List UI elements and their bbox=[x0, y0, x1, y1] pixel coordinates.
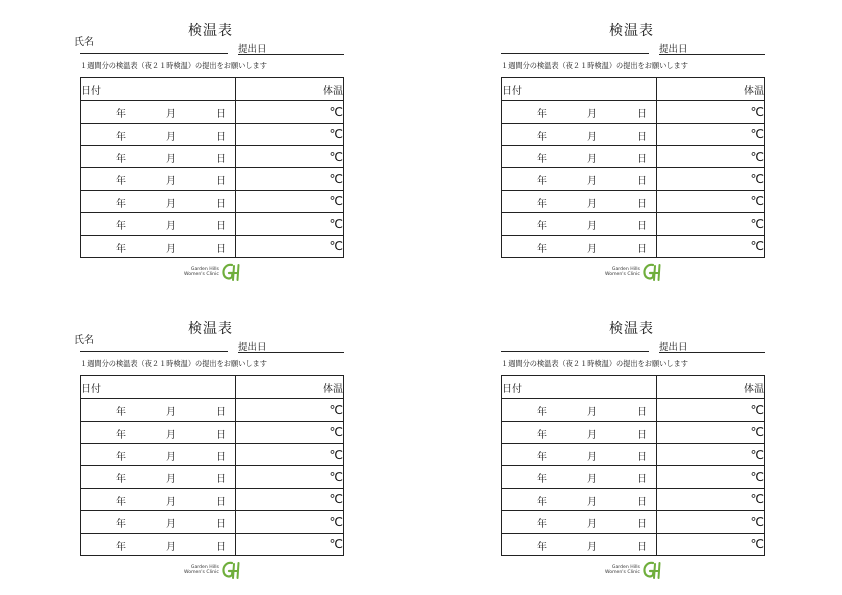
month-label: 月 bbox=[166, 176, 176, 188]
day-label: 日 bbox=[216, 221, 226, 233]
form-title: 検温表 bbox=[188, 321, 233, 337]
temperature-cell[interactable] bbox=[657, 511, 765, 533]
submit-date-field-line[interactable] bbox=[238, 54, 344, 55]
day-label: 日 bbox=[216, 154, 226, 166]
day-label: 日 bbox=[637, 496, 647, 508]
table-row bbox=[502, 488, 765, 510]
date-cell[interactable] bbox=[81, 399, 236, 421]
date-cell[interactable] bbox=[502, 488, 657, 510]
table-row bbox=[502, 190, 765, 212]
month-label: 月 bbox=[587, 221, 597, 233]
day-label: 日 bbox=[637, 407, 647, 419]
day-label: 日 bbox=[637, 131, 647, 143]
temperature-cell[interactable] bbox=[236, 168, 344, 190]
month-label: 月 bbox=[166, 452, 176, 464]
name-label: 氏名 bbox=[74, 37, 94, 48]
table-row bbox=[81, 533, 344, 555]
clinic-logo-mark-icon bbox=[642, 560, 662, 580]
clinic-name bbox=[605, 267, 640, 277]
date-cell[interactable] bbox=[502, 511, 657, 533]
clinic-name-line1: Garden Hills bbox=[611, 565, 640, 570]
day-label: 日 bbox=[637, 221, 647, 233]
date-cell[interactable] bbox=[502, 190, 657, 212]
year-label: 年 bbox=[537, 176, 547, 188]
day-label: 日 bbox=[216, 474, 226, 486]
submit-date-field-line[interactable] bbox=[659, 352, 765, 353]
day-label: 日 bbox=[216, 541, 226, 553]
month-label: 月 bbox=[166, 496, 176, 508]
day-label: 日 bbox=[216, 243, 226, 255]
year-label: 年 bbox=[537, 221, 547, 233]
day-label: 日 bbox=[216, 429, 226, 441]
date-cell[interactable] bbox=[81, 533, 236, 555]
table-row bbox=[81, 168, 344, 190]
year-label: 年 bbox=[537, 131, 547, 143]
month-label: 月 bbox=[166, 221, 176, 233]
month-label: 月 bbox=[166, 154, 176, 166]
day-label: 日 bbox=[637, 429, 647, 441]
celsius-unit: ℃ bbox=[329, 403, 343, 418]
celsius-unit: ℃ bbox=[750, 425, 764, 440]
table-row bbox=[502, 213, 765, 235]
table-row bbox=[502, 146, 765, 168]
date-cell[interactable] bbox=[81, 190, 236, 212]
date-cell[interactable] bbox=[502, 421, 657, 443]
name-label: 氏名 bbox=[74, 335, 94, 346]
table-row bbox=[502, 123, 765, 145]
year-label: 年 bbox=[116, 474, 126, 486]
day-label: 日 bbox=[637, 541, 647, 553]
clinic-logo-mark-icon bbox=[642, 262, 662, 282]
table-row bbox=[502, 399, 765, 421]
clinic-name-line2: Women's Clinic bbox=[605, 570, 640, 575]
date-column-header: 日付 bbox=[81, 78, 236, 101]
temperature-cell[interactable] bbox=[657, 466, 765, 488]
month-label: 月 bbox=[587, 198, 597, 210]
temperature-cell[interactable] bbox=[657, 235, 765, 257]
celsius-unit: ℃ bbox=[750, 537, 764, 552]
submit-date-label: 提出日 bbox=[659, 342, 688, 353]
year-label: 年 bbox=[537, 243, 547, 255]
date-cell[interactable] bbox=[502, 235, 657, 257]
clinic-logo bbox=[184, 560, 241, 580]
table-row bbox=[81, 101, 344, 123]
celsius-unit: ℃ bbox=[329, 239, 343, 254]
table-row bbox=[81, 123, 344, 145]
temperature-form bbox=[501, 315, 791, 595]
celsius-unit: ℃ bbox=[750, 514, 764, 529]
celsius-unit: ℃ bbox=[329, 492, 343, 507]
temperature-cell[interactable] bbox=[657, 213, 765, 235]
temperature-cell[interactable] bbox=[657, 101, 765, 123]
year-label: 年 bbox=[116, 407, 126, 419]
year-label: 年 bbox=[116, 496, 126, 508]
year-label: 年 bbox=[537, 519, 547, 531]
date-cell[interactable] bbox=[81, 444, 236, 466]
clinic-name bbox=[605, 565, 640, 575]
instruction-text: １週間分の検温表（夜２１時検温）の提出をお願いします bbox=[80, 359, 267, 368]
temperature-cell[interactable] bbox=[236, 190, 344, 212]
table-header-row bbox=[502, 78, 765, 101]
clinic-logo bbox=[605, 560, 662, 580]
temperature-cell[interactable] bbox=[657, 168, 765, 190]
year-label: 年 bbox=[116, 176, 126, 188]
clinic-logo bbox=[605, 262, 662, 282]
month-label: 月 bbox=[166, 243, 176, 255]
month-label: 月 bbox=[166, 519, 176, 531]
day-label: 日 bbox=[216, 452, 226, 464]
date-cell[interactable] bbox=[81, 488, 236, 510]
temperature-cell[interactable] bbox=[657, 533, 765, 555]
name-field-line[interactable] bbox=[501, 351, 649, 352]
temperature-cell[interactable] bbox=[236, 533, 344, 555]
celsius-unit: ℃ bbox=[750, 447, 764, 462]
month-label: 月 bbox=[166, 474, 176, 486]
temperature-cell[interactable] bbox=[236, 213, 344, 235]
temperature-cell[interactable] bbox=[657, 146, 765, 168]
month-label: 月 bbox=[166, 198, 176, 210]
celsius-unit: ℃ bbox=[750, 127, 764, 142]
month-label: 月 bbox=[587, 541, 597, 553]
celsius-unit: ℃ bbox=[329, 194, 343, 209]
month-label: 月 bbox=[166, 131, 176, 143]
temperature-cell[interactable] bbox=[236, 101, 344, 123]
celsius-unit: ℃ bbox=[750, 172, 764, 187]
instruction-text: １週間分の検温表（夜２１時検温）の提出をお願いします bbox=[501, 61, 688, 70]
date-cell[interactable] bbox=[502, 146, 657, 168]
date-cell[interactable] bbox=[81, 235, 236, 257]
date-cell[interactable] bbox=[502, 466, 657, 488]
temperature-cell[interactable] bbox=[657, 444, 765, 466]
celsius-unit: ℃ bbox=[750, 105, 764, 120]
table-header-row bbox=[81, 376, 344, 399]
table-row bbox=[81, 146, 344, 168]
table-row bbox=[81, 213, 344, 235]
day-label: 日 bbox=[637, 198, 647, 210]
temperature-cell[interactable] bbox=[236, 146, 344, 168]
month-label: 月 bbox=[587, 452, 597, 464]
day-label: 日 bbox=[216, 131, 226, 143]
clinic-name-line1: Garden Hills bbox=[190, 267, 219, 272]
celsius-unit: ℃ bbox=[329, 105, 343, 120]
month-label: 月 bbox=[587, 407, 597, 419]
submit-date-field-line[interactable] bbox=[238, 352, 344, 353]
year-label: 年 bbox=[116, 198, 126, 210]
temperature-table bbox=[80, 375, 344, 556]
table-row bbox=[502, 101, 765, 123]
table-header-row bbox=[502, 376, 765, 399]
form-title: 検温表 bbox=[188, 23, 233, 39]
celsius-unit: ℃ bbox=[750, 492, 764, 507]
clinic-name-line2: Women's Clinic bbox=[184, 272, 219, 277]
celsius-unit: ℃ bbox=[329, 216, 343, 231]
temperature-cell[interactable] bbox=[236, 421, 344, 443]
temperature-table bbox=[80, 77, 344, 258]
form-title: 検温表 bbox=[609, 321, 654, 337]
date-cell[interactable] bbox=[81, 101, 236, 123]
date-column-header: 日付 bbox=[502, 376, 657, 399]
clinic-name-line1: Garden Hills bbox=[611, 267, 640, 272]
date-cell[interactable] bbox=[81, 511, 236, 533]
date-cell[interactable] bbox=[502, 533, 657, 555]
month-label: 月 bbox=[587, 109, 597, 121]
year-label: 年 bbox=[116, 243, 126, 255]
celsius-unit: ℃ bbox=[750, 194, 764, 209]
clinic-name-line2: Women's Clinic bbox=[605, 272, 640, 277]
year-label: 年 bbox=[116, 429, 126, 441]
date-cell[interactable] bbox=[81, 123, 236, 145]
temperature-cell[interactable] bbox=[657, 123, 765, 145]
year-label: 年 bbox=[116, 519, 126, 531]
date-cell[interactable] bbox=[502, 123, 657, 145]
table-row bbox=[81, 488, 344, 510]
submit-date-field-line[interactable] bbox=[659, 54, 765, 55]
month-label: 月 bbox=[587, 243, 597, 255]
temperature-form bbox=[501, 17, 791, 297]
temperature-column-header: 体温 bbox=[236, 78, 344, 101]
date-cell[interactable] bbox=[81, 466, 236, 488]
table-row bbox=[502, 466, 765, 488]
month-label: 月 bbox=[587, 496, 597, 508]
year-label: 年 bbox=[537, 496, 547, 508]
day-label: 日 bbox=[637, 176, 647, 188]
temperature-cell[interactable] bbox=[236, 511, 344, 533]
temperature-form bbox=[74, 17, 370, 297]
year-label: 年 bbox=[116, 221, 126, 233]
temperature-column-header: 体温 bbox=[657, 78, 765, 101]
temperature-cell[interactable] bbox=[236, 399, 344, 421]
table-row bbox=[81, 399, 344, 421]
date-column-header: 日付 bbox=[81, 376, 236, 399]
table-row bbox=[81, 466, 344, 488]
celsius-unit: ℃ bbox=[329, 470, 343, 485]
date-cell[interactable] bbox=[502, 399, 657, 421]
temperature-column-header: 体温 bbox=[657, 376, 765, 399]
day-label: 日 bbox=[216, 519, 226, 531]
month-label: 月 bbox=[587, 176, 597, 188]
table-row bbox=[502, 444, 765, 466]
celsius-unit: ℃ bbox=[750, 403, 764, 418]
celsius-unit: ℃ bbox=[329, 425, 343, 440]
temperature-cell[interactable] bbox=[657, 421, 765, 443]
month-label: 月 bbox=[166, 429, 176, 441]
year-label: 年 bbox=[537, 452, 547, 464]
day-label: 日 bbox=[216, 496, 226, 508]
day-label: 日 bbox=[216, 176, 226, 188]
temperature-table bbox=[501, 77, 765, 258]
month-label: 月 bbox=[587, 519, 597, 531]
year-label: 年 bbox=[537, 541, 547, 553]
date-cell[interactable] bbox=[502, 444, 657, 466]
month-label: 月 bbox=[166, 109, 176, 121]
year-label: 年 bbox=[537, 429, 547, 441]
date-cell[interactable] bbox=[502, 213, 657, 235]
year-label: 年 bbox=[116, 452, 126, 464]
day-label: 日 bbox=[216, 198, 226, 210]
temperature-column-header: 体温 bbox=[236, 376, 344, 399]
temperature-cell[interactable] bbox=[657, 399, 765, 421]
instruction-text: １週間分の検温表（夜２１時検温）の提出をお願いします bbox=[80, 61, 267, 70]
submit-date-label: 提出日 bbox=[238, 342, 267, 353]
date-cell[interactable] bbox=[81, 213, 236, 235]
table-row bbox=[81, 444, 344, 466]
celsius-unit: ℃ bbox=[329, 514, 343, 529]
year-label: 年 bbox=[537, 154, 547, 166]
celsius-unit: ℃ bbox=[750, 216, 764, 231]
table-header-row bbox=[81, 78, 344, 101]
day-label: 日 bbox=[637, 474, 647, 486]
year-label: 年 bbox=[537, 474, 547, 486]
date-cell[interactable] bbox=[81, 168, 236, 190]
year-label: 年 bbox=[116, 109, 126, 121]
month-label: 月 bbox=[587, 154, 597, 166]
table-row bbox=[502, 533, 765, 555]
table-row bbox=[502, 421, 765, 443]
date-cell[interactable] bbox=[81, 421, 236, 443]
table-row bbox=[502, 168, 765, 190]
temperature-cell[interactable] bbox=[236, 235, 344, 257]
clinic-name-line2: Women's Clinic bbox=[184, 570, 219, 575]
clinic-name-line1: Garden Hills bbox=[190, 565, 219, 570]
year-label: 年 bbox=[116, 131, 126, 143]
celsius-unit: ℃ bbox=[750, 239, 764, 254]
clinic-logo-mark-icon bbox=[221, 560, 241, 580]
celsius-unit: ℃ bbox=[329, 172, 343, 187]
date-column-header: 日付 bbox=[502, 78, 657, 101]
year-label: 年 bbox=[537, 109, 547, 121]
form-title: 検温表 bbox=[609, 23, 654, 39]
day-label: 日 bbox=[216, 407, 226, 419]
table-row bbox=[502, 511, 765, 533]
celsius-unit: ℃ bbox=[329, 127, 343, 142]
clinic-name bbox=[184, 267, 219, 277]
celsius-unit: ℃ bbox=[750, 470, 764, 485]
name-field-line[interactable] bbox=[80, 53, 228, 54]
day-label: 日 bbox=[637, 154, 647, 166]
celsius-unit: ℃ bbox=[750, 149, 764, 164]
date-cell[interactable] bbox=[502, 168, 657, 190]
submit-date-label: 提出日 bbox=[238, 44, 267, 55]
name-field-line[interactable] bbox=[501, 53, 649, 54]
name-field-line[interactable] bbox=[80, 351, 228, 352]
month-label: 月 bbox=[166, 407, 176, 419]
year-label: 年 bbox=[116, 541, 126, 553]
submit-date-label: 提出日 bbox=[659, 44, 688, 55]
day-label: 日 bbox=[637, 452, 647, 464]
day-label: 日 bbox=[637, 243, 647, 255]
table-row bbox=[81, 511, 344, 533]
table-row bbox=[81, 421, 344, 443]
temperature-cell[interactable] bbox=[236, 444, 344, 466]
temperature-cell[interactable] bbox=[236, 488, 344, 510]
table-row bbox=[502, 235, 765, 257]
celsius-unit: ℃ bbox=[329, 537, 343, 552]
temperature-cell[interactable] bbox=[236, 466, 344, 488]
month-label: 月 bbox=[587, 131, 597, 143]
day-label: 日 bbox=[637, 109, 647, 121]
year-label: 年 bbox=[116, 154, 126, 166]
date-cell[interactable] bbox=[502, 101, 657, 123]
temperature-cell[interactable] bbox=[657, 488, 765, 510]
clinic-name bbox=[184, 565, 219, 575]
year-label: 年 bbox=[537, 407, 547, 419]
year-label: 年 bbox=[537, 198, 547, 210]
table-row bbox=[81, 235, 344, 257]
day-label: 日 bbox=[216, 109, 226, 121]
month-label: 月 bbox=[587, 474, 597, 486]
day-label: 日 bbox=[637, 519, 647, 531]
table-row bbox=[81, 190, 344, 212]
month-label: 月 bbox=[587, 429, 597, 441]
temperature-cell[interactable] bbox=[236, 123, 344, 145]
instruction-text: １週間分の検温表（夜２１時検温）の提出をお願いします bbox=[501, 359, 688, 368]
temperature-form bbox=[74, 315, 370, 595]
date-cell[interactable] bbox=[81, 146, 236, 168]
temperature-cell[interactable] bbox=[657, 190, 765, 212]
celsius-unit: ℃ bbox=[329, 149, 343, 164]
temperature-table bbox=[501, 375, 765, 556]
month-label: 月 bbox=[166, 541, 176, 553]
clinic-logo bbox=[184, 262, 241, 282]
celsius-unit: ℃ bbox=[329, 447, 343, 462]
clinic-logo-mark-icon bbox=[221, 262, 241, 282]
